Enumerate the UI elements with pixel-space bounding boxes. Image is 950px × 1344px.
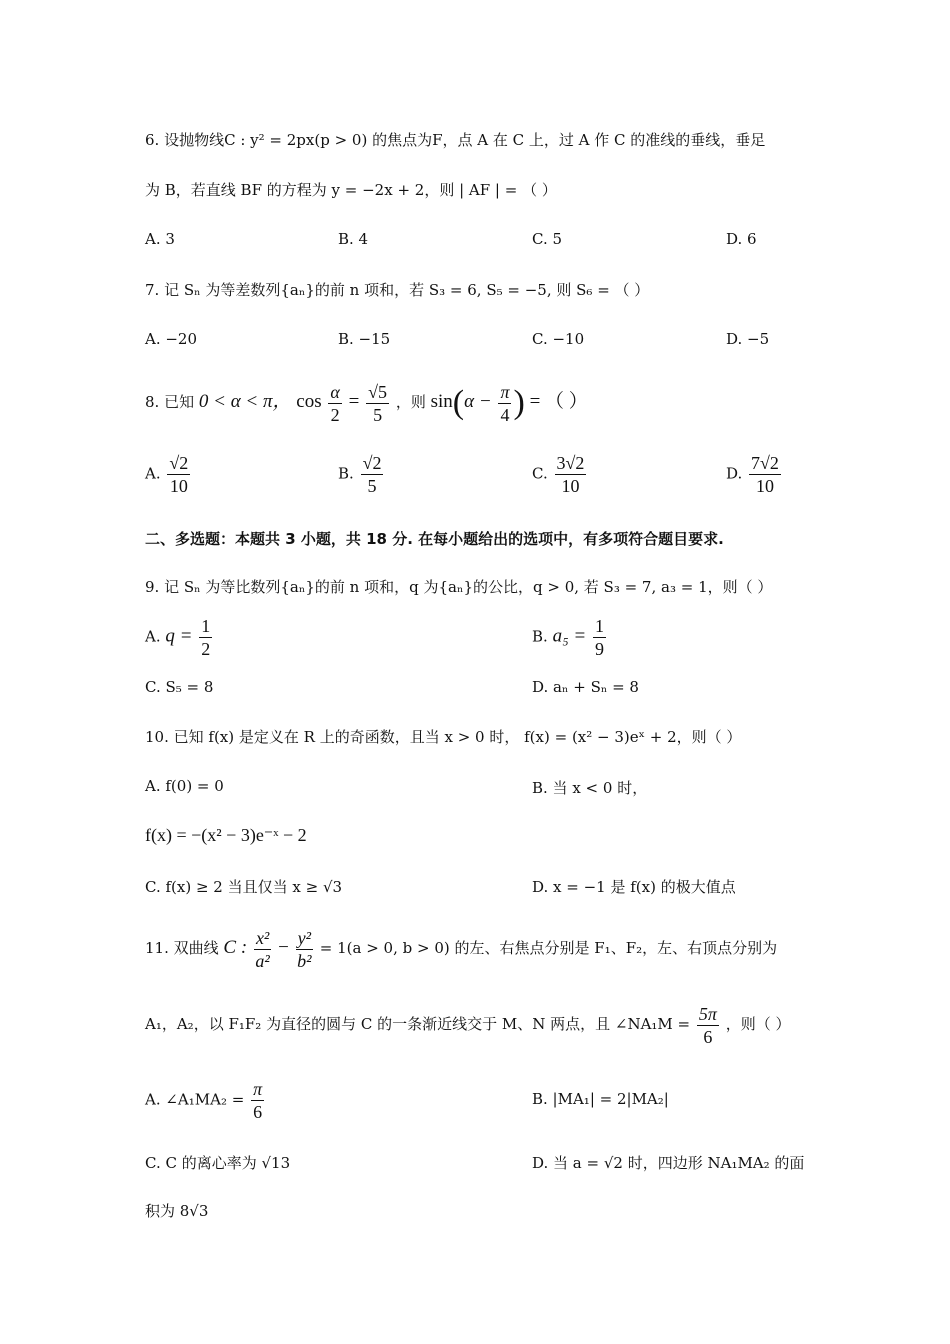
q11-option-d-cont: 积为 8√3 (145, 1202, 209, 1220)
q11-option-b: B. |MA₁| = 2|MA₂| (532, 1090, 669, 1108)
q8-end: = （ ） (529, 391, 588, 412)
q7-option-c: C. −10 (532, 330, 585, 348)
q9-line1: 9. 记 Sₙ 为等比数列{aₙ}的前 n 项和，q 为{aₙ}的公比，q > 0, 若 S₃ = 7, a₃ = 1，则（ ） (145, 578, 773, 596)
q7-option-d: D. −5 (726, 330, 770, 348)
q8-alpha2: α − (464, 391, 492, 412)
q8-condition: 0 < α < π， (198, 391, 292, 412)
q8-sin: sin (430, 391, 453, 412)
q8-cos: cos (296, 391, 322, 412)
q8-option-a: A. $\frac{√2}{10}$ (145, 453, 189, 496)
q10-option-b: B. 当 x < 0 时， (532, 779, 648, 797)
q8-pi-over-4: $\frac{\pi}{4}$ (500, 381, 510, 425)
q6-option-d: D. 6 (726, 230, 757, 248)
q8-option-b: B. $\frac{√2}{5}$ (338, 453, 382, 496)
q8-mid: ，则 (395, 393, 426, 411)
q7-line1: 7. 记 Sₙ 为等差数列{aₙ}的前 n 项和，若 S₃ = 6, S₅ = −5, 则 S₆ = （ ） (145, 281, 650, 299)
q6-line1: 6. 设抛物线C : y² = 2px(p > 0) 的焦点为F，点 A 在 C 上，过 A 作 C 的准线的垂线，垂足 (145, 131, 766, 149)
q10-line1: 10. 已知 f(x) 是定义在 R 上的奇函数，且当 x > 0 时， f(x) = (x² − 3)eˣ + 2，则（ ） (145, 728, 742, 746)
q9-option-c: C. S₅ = 8 (145, 678, 214, 696)
q11-option-d: D. 当 a = √2 时，四边形 NA₁MA₂ 的面 (532, 1154, 805, 1172)
q8-option-d: D. $\frac{7√2}{10}$ (726, 453, 779, 496)
q9-option-a: A. q = $\frac{1}{2}$ (145, 616, 211, 659)
q8-line: 8. 已知 0 < α < π， cos $\frac{\alpha}{2}$ = $\frac{√5}{5}$ ，则 sin(α − $\frac{\pi}{4}$ ) = （ ） (145, 381, 588, 425)
q6-option-b: B. 4 (338, 230, 369, 248)
q11-line1: 11. 双曲线 C : $\frac{\text{x²}}{\text{a²}}$ − $\frac{\text{y²}}{\text{b²}}$ = 1(a > 0, b > 0) 的左、右焦点分别是 F₁、F₂，左、右顶点分别为 (145, 927, 778, 971)
q10-option-b-formula: f(x) = −(x² − 3)e⁻ˣ − 2 (145, 825, 307, 845)
q8-option-c: C. $\frac{3√2}{10}$ (532, 453, 585, 496)
q7-option-b: B. −15 (338, 330, 391, 348)
q8-alpha-half: $\frac{\alpha}{2}$ (330, 381, 340, 425)
q8-sqrt5-over-5: $\frac{√5}{5}$ (368, 381, 388, 425)
q6-option-c: C. 5 (532, 230, 563, 248)
q6-line2: 为 B，若直线 BF 的方程为 y = −2x + 2，则 | AF | = （ ） (145, 181, 557, 199)
q10-option-c: C. f(x) ≥ 2 当且仅当 x ≥ √3 (145, 878, 343, 896)
q8-eq: = (348, 391, 360, 412)
q10-option-a: A. f(0) = 0 (145, 777, 224, 795)
q11-line2: A₁，A₂，以 F₁F₂ 为直径的圆与 C 的一条渐近线交于 M、N 两点，且 ∠NA₁M = $\frac{5\pi}{6}$ ，则（ ） (145, 1003, 791, 1047)
q7-option-a: A. −20 (145, 330, 198, 348)
q11-option-a: A. ∠A₁MA₂ = $\frac{\pi}{6}$ (145, 1079, 263, 1122)
q11-option-c: C. C 的离心率为 √13 (145, 1154, 291, 1172)
q9-option-b: B. a₅ = $\frac{1}{9}$ (532, 616, 605, 659)
q6-option-a: A. 3 (145, 230, 175, 248)
section-heading: 二、多选题：本题共 3 小题，共 18 分. 在每小题给出的选项中，有多项符合题目要求. (145, 530, 724, 548)
q9-option-d: D. aₙ + Sₙ = 8 (532, 678, 639, 696)
q8-prefix: 8. 已知 (145, 393, 195, 411)
q10-option-d: D. x = −1 是 f(x) 的极大值点 (532, 878, 736, 896)
